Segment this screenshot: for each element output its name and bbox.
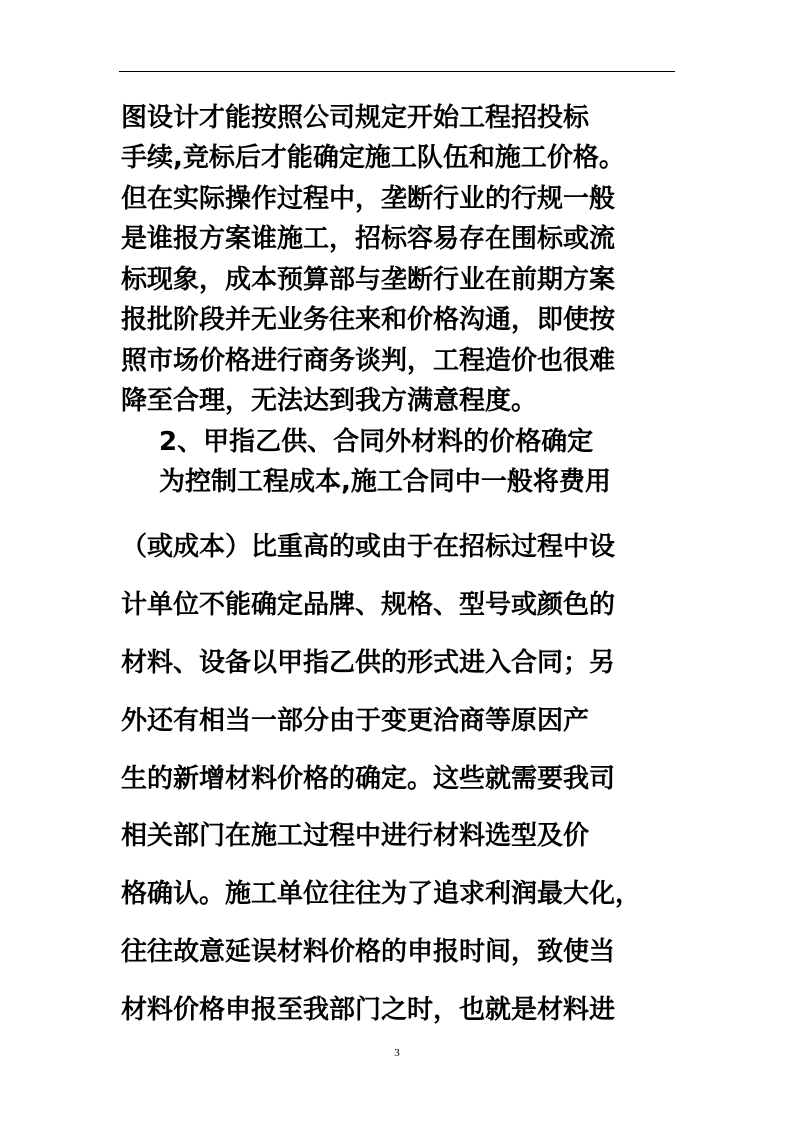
text-line-18: 往往故意延误材料价格的申报时间，致使当 <box>121 937 616 967</box>
text-line-16: 相关部门在施工过程中进行材料选型及价 <box>121 821 590 851</box>
text-line-5: 标现象，成本预算部与垄断行业在前期方案 <box>121 265 616 295</box>
text-line-8: 降至合理，无法达到我方满意程度。 <box>121 386 538 416</box>
text-line-4: 是谁报方案谁施工，招标容易存在围标或流 <box>121 224 616 254</box>
text-line-10: 为控制工程成本,施工合同中一般将费用 <box>159 467 611 497</box>
text-line-13: 材料、设备以甲指乙供的形式进入合同；另 <box>121 648 616 678</box>
text-line-17: 格确认。施工单位往往为了追求利润最大化， <box>121 879 642 909</box>
text-line-19: 材料价格申报至我部门之时，也就是材料进 <box>121 995 616 1025</box>
text-line-3: 但在实际操作过程中，垄断行业的行规一般 <box>121 184 616 214</box>
text-line-1: 图设计才能按照公司规定开始工程招投标 <box>121 103 590 133</box>
text-line-12: 计单位不能确定品牌、规格、型号或颜色的 <box>121 590 616 620</box>
page-number: 3 <box>394 1047 400 1059</box>
text-line-11: （或成本）比重高的或由于在招标过程中设 <box>121 532 616 562</box>
header-rule <box>119 71 675 72</box>
section-heading: 2、甲指乙供、合同外材料的价格确定 <box>159 427 594 457</box>
text-line-6: 报批阶段并无业务往来和价格沟通，即使按 <box>121 305 616 335</box>
text-line-7: 照市场价格进行商务谈判，工程造价也很难 <box>121 346 616 376</box>
text-line-14: 外还有相当一部分由于变更洽商等原因产 <box>121 706 590 736</box>
text-line-15: 生的新增材料价格的确定。这些就需要我司 <box>121 764 616 794</box>
text-line-2: 手续,竞标后才能确定施工队伍和施工价格。 <box>121 143 625 173</box>
